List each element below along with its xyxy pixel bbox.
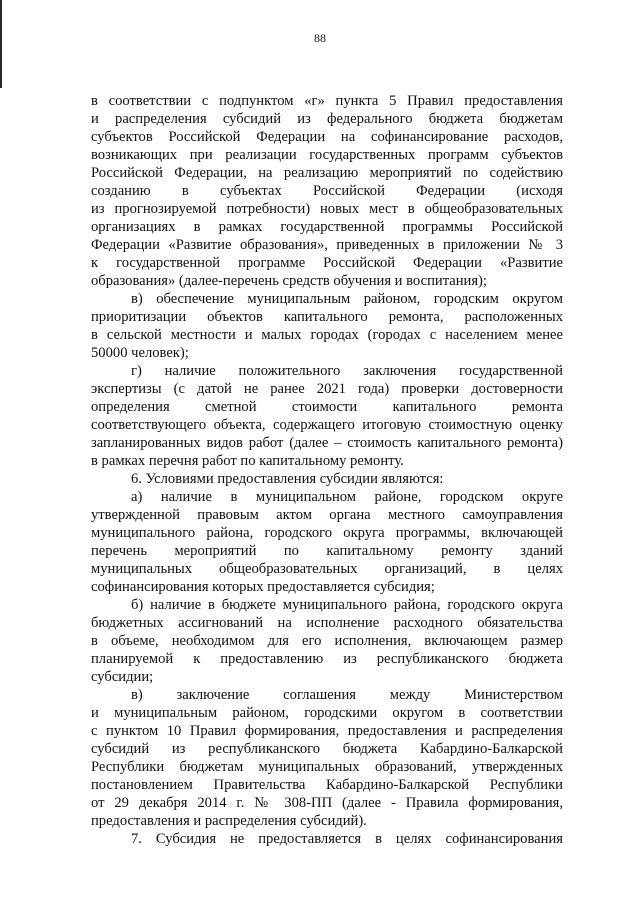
text-line: предоставления и распределения субсидий). — [91, 813, 367, 829]
text-line: организациях в рамках государственной программы Российской — [91, 219, 563, 235]
text-line: муниципальных общеобразовательных организаций, в целях — [91, 561, 563, 577]
text-line: из прогнозируемой потребности) новых мест в общеобразовательных — [91, 201, 563, 217]
text-line: г) наличие положительного заключения государственной — [131, 363, 563, 379]
text-line: определения сметной стоимости капитального ремонта — [91, 399, 563, 415]
text-line: в объеме, необходимом для его исполнения, включающем размер — [91, 633, 563, 649]
text-line: Российской Федерации, на реализацию мероприятий по содействию — [91, 165, 563, 181]
text-line: и распределения субсидий из федерального бюджета бюджетам — [91, 111, 563, 127]
text-line: в соответствии с подпунктом «г» пункта 5 Правил предоставления — [91, 93, 563, 109]
text-line: приоритизации объектов капитального ремонта, расположенных — [91, 309, 563, 325]
text-line: софинансирования которых предоставляется субсидия; — [91, 579, 435, 595]
text-line: в рамках перечня работ по капитальному ремонту. — [91, 453, 404, 469]
text-line: и муниципальным районом, городскими округом в соответствии — [91, 705, 563, 721]
text-line: в) заключение соглашения между Министерством — [131, 687, 563, 703]
document-body — [91, 92, 563, 848]
text-line: постановлением Правительства Кабардино-Балкарской Республики — [91, 777, 563, 793]
page-number: 88 — [314, 31, 326, 45]
text-line: в сельской местности и малых городах (городах с населением менее — [91, 327, 563, 343]
text-line: 7. Субсидия не предоставляется в целях софинансирования — [131, 831, 563, 847]
text-line: субъектов Российской Федерации на софинансирование расходов, — [91, 129, 563, 145]
text-line: к государственной программе Российской Федерации «Развитие — [91, 255, 563, 271]
text-line: возникающих при реализации государственных программ субъектов — [91, 147, 563, 163]
text-line: бюджетных ассигнований на исполнение расходного обязательства — [91, 615, 563, 631]
text-line: от 29 декабря 2014 г. № 308-ПП (далее - Правила формирования, — [91, 795, 563, 811]
text-line: Федерации «Развитие образования», приведенных в приложении № 3 — [91, 237, 563, 253]
text-line: созданию в субъектах Российской Федерации (исходя — [91, 183, 563, 199]
text-line: субсидии; — [91, 669, 154, 685]
text-line: соответствующего объекта, содержащего итоговую стоимостную оценку — [91, 417, 563, 433]
text-line: утвержденной правовым актом органа местного самоуправления — [91, 507, 563, 523]
text-line: Республики бюджетам муниципальных образований, утвержденных — [91, 759, 563, 775]
text-line: а) наличие в муниципальном районе, городском округе — [131, 489, 563, 505]
text-line: субсидий из республиканского бюджета Кабардино-Балкарской — [91, 741, 563, 757]
text-line: б) наличие в бюджете муниципального района, городского округа — [131, 597, 563, 613]
section-heading: 6. Условиями предоставления субсидии являются: — [131, 471, 444, 487]
text-line: перечень мероприятий по капитальному ремонту зданий — [91, 543, 563, 559]
text-line: 50000 человек); — [91, 345, 189, 361]
text-line: муниципального района, городского округа программы, включающей — [91, 525, 563, 541]
text-line: экспертизы (с датой не ранее 2021 года) проверки достоверности — [91, 381, 563, 397]
text-line: планируемой к предоставлению из республиканского бюджета — [91, 651, 563, 667]
text-line: образования» (далее-перечень средств обучения и воспитания); — [91, 273, 487, 289]
text-line: в) обеспечение муниципальным районом, городским округом — [131, 291, 563, 307]
text-line: запланированных видов работ (далее – стоимость капитального ремонта) — [91, 435, 563, 451]
text-line: с пунктом 10 Правил формирования, предоставления и распределения — [91, 723, 563, 739]
